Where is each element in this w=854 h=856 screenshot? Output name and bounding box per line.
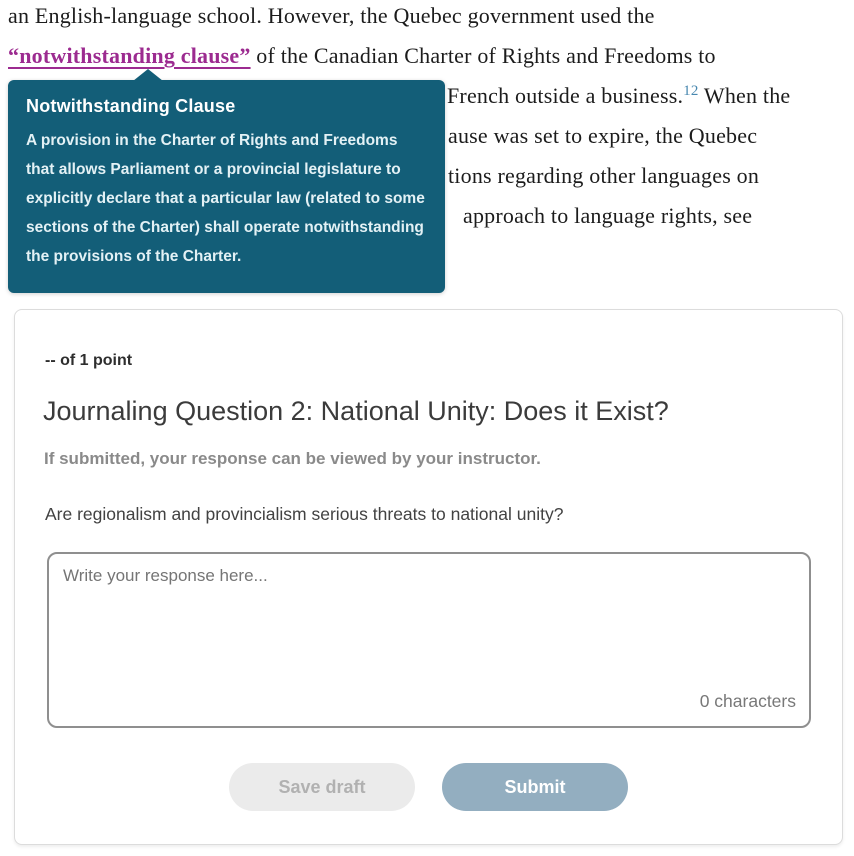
tooltip-caret-icon [133, 69, 163, 81]
document-line [8, 43, 716, 69]
submit-button[interactable]: Submit [442, 763, 628, 811]
save-draft-button[interactable]: Save draft [229, 763, 415, 811]
response-textarea[interactable] [49, 554, 809, 672]
character-count: 0 characters [699, 691, 796, 711]
tooltip-title: Notwithstanding Clause [26, 96, 236, 116]
tooltip-definition-text: A provision in the Charter of Rights and Freedoms that allows Parliament or a provincial legislature to explicitly declare that a particular law (related to some sections of the Charter) shall operate notwithstanding the provisions of the Charter. [26, 132, 425, 265]
footnote-reference-link[interactable]: 12 [683, 83, 699, 99]
points-label: -- of 1 point [45, 352, 133, 369]
document-line: an English-language school. However, the Quebec government used the [8, 3, 655, 28]
document-line-text: of the Canadian Charter of Rights and Freedoms to [250, 43, 716, 68]
document-line: ause was set to expire, the Quebec [448, 123, 758, 148]
document-line-text: French outside a business. [447, 83, 684, 108]
document-line-text: When the [698, 83, 791, 108]
document-line: approach to language rights, see [463, 203, 753, 228]
document-line: tions regarding other languages on [448, 163, 760, 188]
button-row [15, 763, 842, 811]
privacy-note: If submitted, your response can be viewed by your instructor. [44, 449, 541, 468]
question-prompt: Are regionalism and provincialism serious threats to national unity? [45, 504, 564, 524]
response-box [47, 552, 811, 728]
document-line [447, 83, 790, 109]
journal-question-card [14, 309, 843, 845]
glossary-term-link[interactable]: “notwithstanding clause” [8, 43, 251, 68]
definition-tooltip [8, 80, 445, 293]
question-title: Journaling Question 2: National Unity: Does it Exist? [43, 396, 669, 426]
